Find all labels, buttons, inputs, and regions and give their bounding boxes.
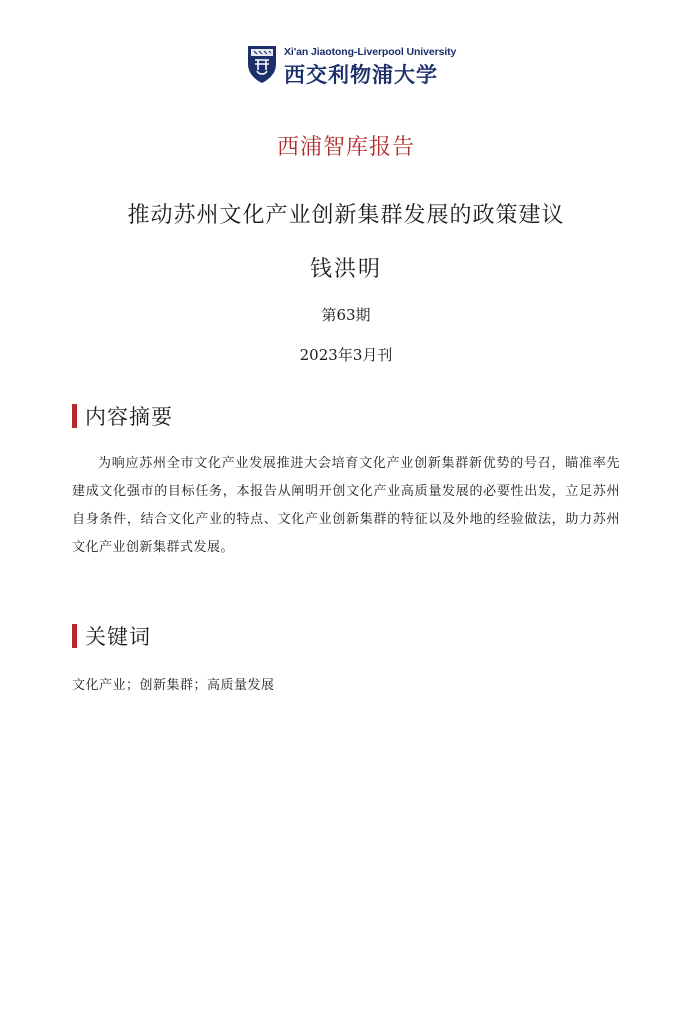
publication-date: 2023年3月刊: [299, 346, 393, 364]
abstract-heading: [72, 402, 173, 430]
university-crest-icon: [246, 44, 278, 84]
report-title: 推动苏州文化产业创新集群发展的政策建议: [127, 203, 565, 228]
university-name-en: Xi'an Jiaotong-Liverpool University: [284, 46, 457, 58]
keywords-heading-text: 关键词: [85, 625, 151, 649]
section-marker: [72, 404, 77, 428]
keywords-list: 文化产业；创新集群；高质量发展: [72, 678, 275, 693]
report-series: 西浦智库报告: [276, 135, 415, 160]
university-logo: [246, 44, 456, 86]
keywords-heading: [72, 622, 151, 650]
section-marker: [72, 624, 77, 648]
university-name-zh: 西交利物浦大学: [284, 63, 438, 87]
abstract-heading-text: 内容摘要: [85, 405, 173, 429]
abstract-body: 为响应苏州全市文化产业发展推进大会培育文化产业创新集群新优势的号召，瞄准率先建成文化强市的目标任务，本报告从阐明开创文化产业高质量发展的必要性出发，立足苏州自身条件，结合文化产业的特点、文化产业创新集群的特征以及外地的经验做法，助力苏州文化产业创新集群式发展。: [72, 456, 620, 555]
issue-number: 第63期: [321, 306, 371, 324]
report-author: 钱洪明: [309, 257, 382, 282]
